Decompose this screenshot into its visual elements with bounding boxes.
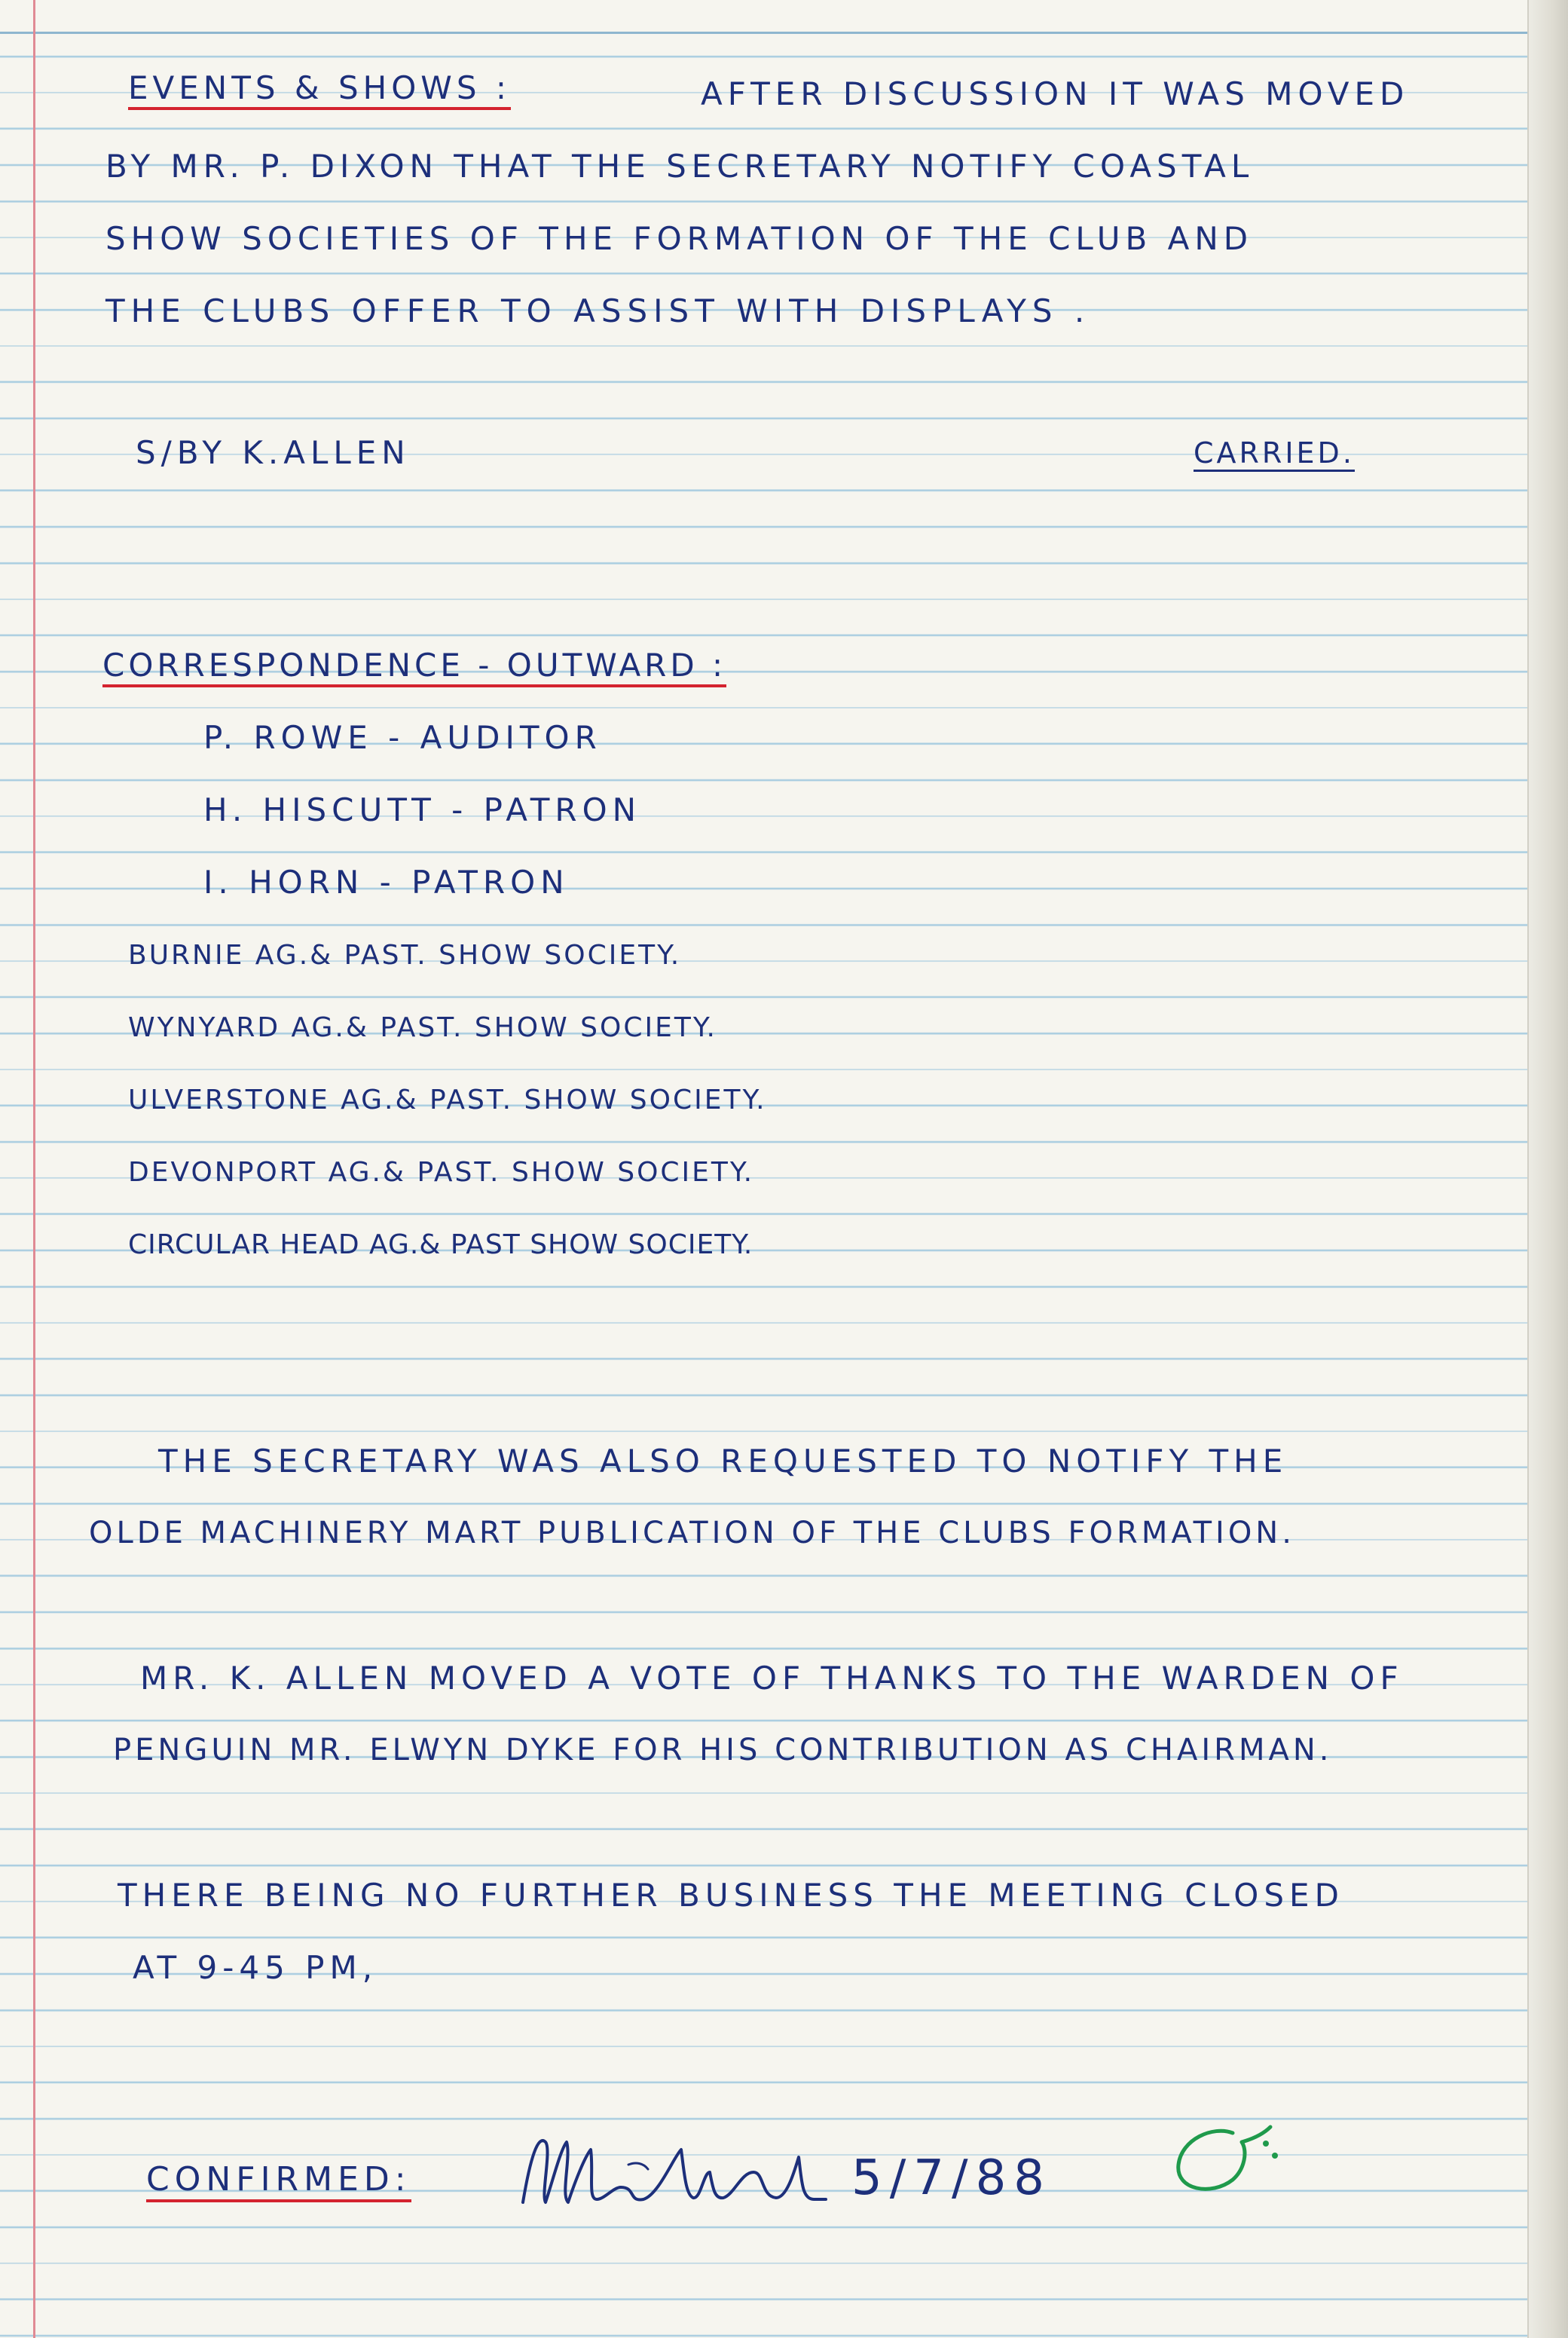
correspondence-item: I. HORN - PATRON: [203, 864, 570, 901]
closing-line-2: AT 9-45 PM,: [133, 1949, 378, 1986]
request-line-1: THE SECRETARY WAS ALSO REQUESTED TO NOTIFY THE: [158, 1443, 1288, 1480]
confirmation-date: 5/7/88: [851, 2150, 1052, 2206]
events-line-4: THE CLUBS OFFER TO ASSIST WITH DISPLAYS .: [105, 292, 1091, 329]
correspondence-item: P. ROWE - AUDITOR: [203, 719, 602, 756]
thanks-line-2: PENGUIN MR. ELWYN DYKE FOR HIS CONTRIBUTION AS CHAIRMAN.: [113, 1733, 1333, 1767]
correspondence-item: BURNIE AG.& PAST. SHOW SOCIETY.: [128, 940, 682, 971]
green-initial-mark: [1169, 2121, 1282, 2204]
page-edge: [1527, 0, 1568, 2338]
signature: [515, 2127, 832, 2217]
correspondence-item: CIRCULAR HEAD AG.& PAST SHOW SOCIETY.: [128, 1229, 753, 1260]
events-line-3: SHOW SOCIETIES OF THE FORMATION OF THE CLUB AND: [105, 220, 1254, 257]
thanks-line-1: MR. K. ALLEN MOVED A VOTE OF THANKS TO THE WARDEN OF: [140, 1660, 1404, 1697]
confirmed-label: CONFIRMED:: [146, 2163, 411, 2202]
correspondence-item: H. HISCUTT - PATRON: [203, 791, 642, 828]
events-line-2: BY MR. P. DIXON THAT THE SECRETARY NOTIFY COASTAL: [105, 148, 1255, 185]
motion-result: CARRIED.: [1194, 439, 1355, 472]
margin-line: [33, 0, 35, 2338]
correspondence-item: ULVERSTONE AG.& PAST. SHOW SOCIETY.: [128, 1085, 767, 1115]
events-line-1: AFTER DISCUSSION IT WAS MOVED: [701, 75, 1410, 112]
closing-line-1: THERE BEING NO FURTHER BUSINESS THE MEETING CLOSED: [118, 1877, 1344, 1914]
top-rule: [0, 32, 1568, 34]
seconder: S/BY K.ALLEN: [136, 434, 411, 471]
request-line-2: OLDE MACHINERY MART PUBLICATION OF THE CLUBS FORMATION.: [89, 1516, 1295, 1550]
events-heading: EVENTS & SHOWS :: [128, 72, 511, 110]
correspondence-heading: CORRESPONDENCE - OUTWARD :: [102, 650, 726, 687]
correspondence-item: WYNYARD AG.& PAST. SHOW SOCIETY.: [128, 1012, 717, 1043]
correspondence-item: DEVONPORT AG.& PAST. SHOW SOCIETY.: [128, 1157, 755, 1188]
